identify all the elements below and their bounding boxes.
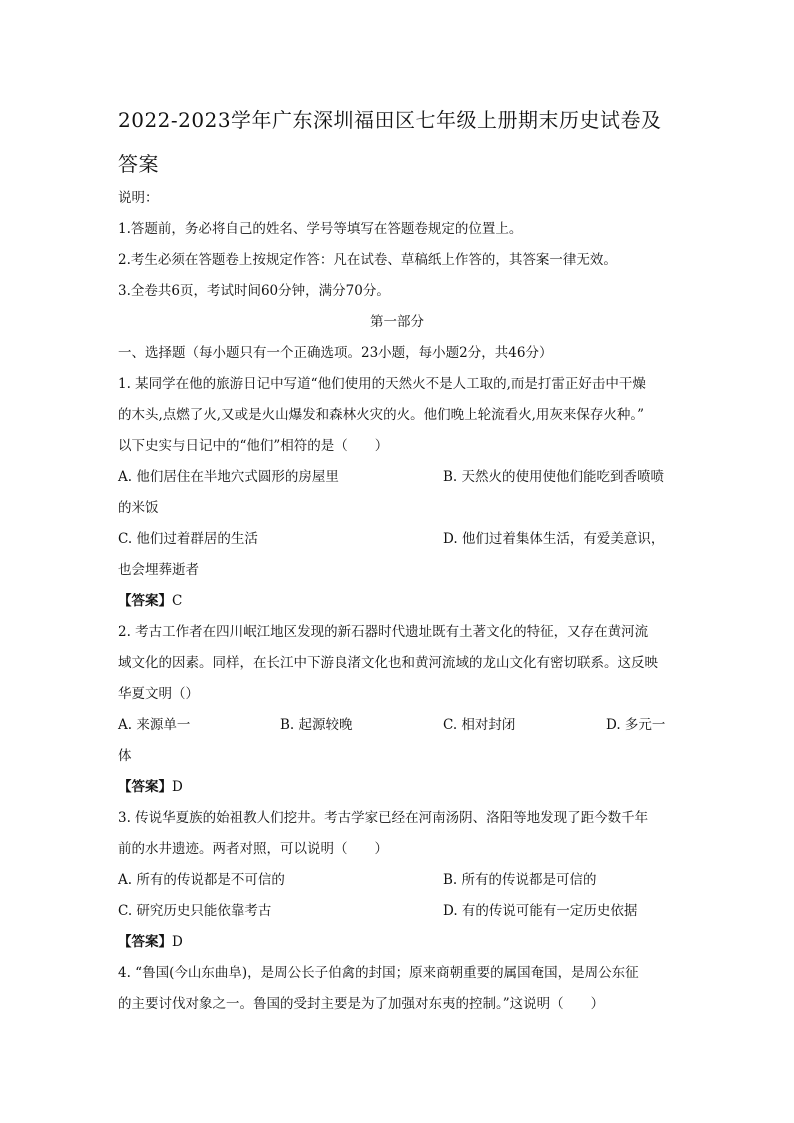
question-3-option-b: B. 所有的传说都是可信的 [443, 872, 597, 888]
question-2-stem-line-3: 华夏文明（） [118, 686, 199, 702]
question-2-stem-line-2: 域文化的因素。同样，在长江中下游良渚文化也和黄河流域的龙山文化有密切联系。这反映 [118, 655, 658, 671]
question-2-option-d: D. 多元一 [606, 717, 666, 733]
instructions-heading: 说明： [118, 190, 159, 206]
instruction-item-2: 2.考生必须在答题卷上按规定作答：凡在试卷、草稿纸上作答的，其答案一律无效。 [118, 252, 617, 268]
question-4-stem-line-2: 的主要讨伐对象之一。鲁国的受封主要是为了加强对东夷的控制。”这说明（ ） [118, 996, 605, 1012]
question-1-stem-line-3: 以下史实与日记中的“他们”相符的是（ ） [118, 438, 389, 454]
instruction-item-3: 3.全卷共6页，考试时间60分钟，满分70分。 [118, 283, 390, 299]
question-4-stem-line-1: 4. “鲁国(今山东曲阜)，是周公长子伯禽的封国；原来商朝重要的属国奄国，是周公东征 [118, 965, 639, 981]
question-1-option-b: B. 天然火的使用使他们能吃到香喷喷 [443, 469, 665, 485]
question-1-option-d-cont: 也会埋葬逝者 [118, 562, 199, 578]
question-3-stem-line-2: 前的水井遗迹。两者对照，可以说明（ ） [118, 841, 388, 857]
part-title: 第一部分 [370, 314, 424, 330]
title-line-1: 2022-2023学年广东深圳福田区七年级上册期末历史试卷及 [118, 108, 662, 132]
question-3-option-c: C. 研究历史只能依靠考古 [118, 903, 272, 919]
question-3-stem-line-1: 3. 传说华夏族的始祖教人们挖井。考古学家已经在河南汤阴、洛阳等地发现了距今数千年 [118, 810, 649, 826]
document-title [118, 98, 688, 186]
question-1-option-d: D. 他们过着集体生活，有爱美意识， [443, 531, 665, 547]
question-2-option-c: C. 相对封闭 [443, 717, 516, 733]
question-3-option-d: D. 有的传说可能有一定历史依据 [443, 903, 638, 919]
question-1-option-b-cont: 的米饭 [118, 500, 159, 516]
question-3-answer [118, 932, 678, 952]
question-2-answer [118, 777, 678, 797]
answer-value: C [172, 593, 183, 609]
answer-label: 【答案】 [118, 934, 172, 950]
answer-value: D [172, 934, 183, 950]
question-1-stem-line-2: 的木头,点燃了火,又或是火山爆发和森林火灾的火。他们晚上轮流看火,用灰来保存火种。” [118, 407, 645, 423]
answer-value: D [172, 779, 183, 795]
answer-label: 【答案】 [118, 779, 172, 795]
question-1-option-a: A. 他们居住在半地穴式圆形的房屋里 [118, 469, 339, 485]
question-3-option-a: A. 所有的传说都是不可信的 [118, 872, 285, 888]
question-2-option-d-cont: 体 [118, 748, 132, 764]
section-title: 一、选择题（每小题只有一个正确选项。23小题，每小题2分，共46分） [118, 345, 553, 361]
instruction-item-1: 1.答题前，务必将自己的姓名、学号等填写在答题卷规定的位置上。 [118, 221, 523, 237]
question-2-option-a: A. 来源单一 [118, 717, 191, 733]
answer-label: 【答案】 [118, 593, 172, 609]
question-2-stem-line-1: 2. 考古工作者在四川岷江地区发现的新石器时代遗址既有土著文化的特征，又存在黄河流 [118, 624, 649, 640]
question-2-option-b: B. 起源较晚 [280, 717, 353, 733]
question-1-option-c: C. 他们过着群居的生活 [118, 531, 258, 547]
question-1-stem-line-1: 1. 某同学在他的旅游日记中写道“他们使用的天然火不是人工取的,而是打雷正好击中干燥 [118, 376, 646, 392]
question-1-answer [118, 591, 678, 611]
title-line-2: 答案 [118, 152, 159, 176]
